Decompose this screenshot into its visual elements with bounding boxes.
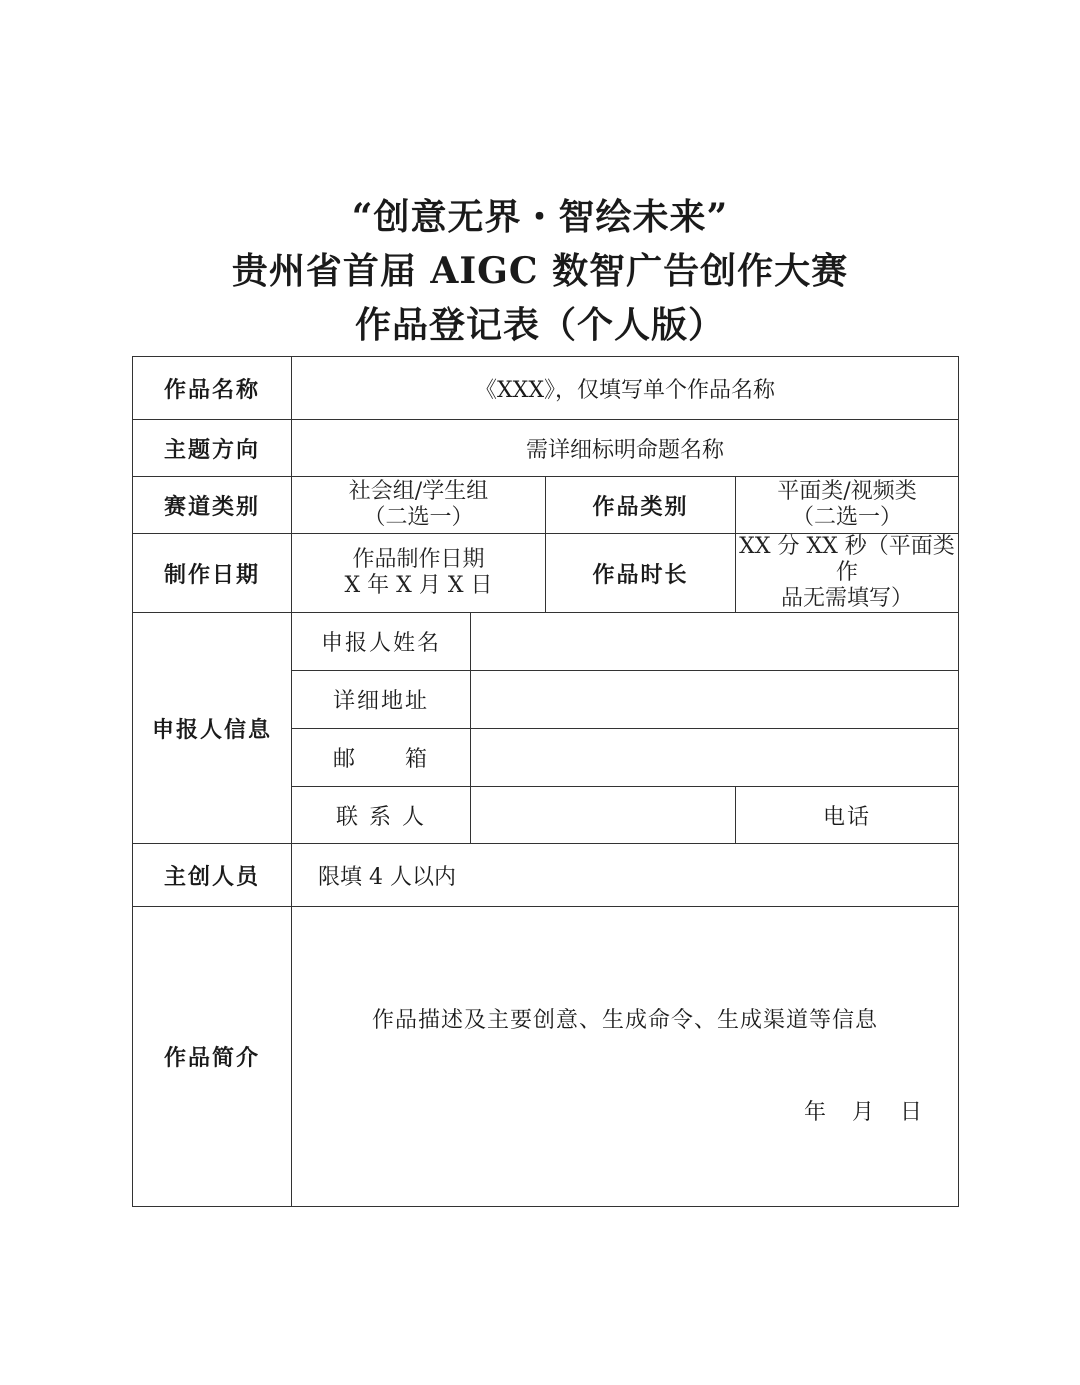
row-work-name [133, 357, 959, 420]
category-field[interactable] [736, 477, 959, 534]
intro-date-line: 年 月 日 [803, 1100, 924, 1125]
row-applicant-name [133, 613, 959, 671]
date-label: 制作日期 [133, 534, 292, 613]
form-title [0, 190, 1080, 352]
duration-field[interactable] [736, 534, 959, 613]
address-field[interactable] [471, 671, 959, 729]
duration-value-line1: XX 分 XX 秒（平面类作 [739, 534, 955, 585]
duration-value-line2: 品无需填写） [780, 586, 913, 611]
row-date-duration [133, 534, 959, 613]
duration-label: 作品时长 [546, 534, 736, 613]
theme-field[interactable]: 需详细标明命题名称 [292, 420, 959, 477]
work-name-field[interactable]: 《XXX》，仅填写单个作品名称 [292, 357, 959, 420]
track-value-line2: （二选一） [363, 505, 474, 530]
date-value-line2: X 年 X 月 X 日 [344, 573, 493, 598]
title-line-3: 作品登记表（个人版） [354, 304, 725, 346]
row-theme [133, 420, 959, 477]
date-field[interactable] [292, 534, 546, 613]
contact-label: 联 系 人 [292, 787, 471, 844]
title-line-1: “创意无界・智绘未来” [351, 196, 729, 238]
contact-field[interactable] [471, 787, 736, 844]
category-label: 作品类别 [546, 477, 736, 534]
date-value-line1: 作品制作日期 [352, 547, 485, 572]
category-value-line2: （二选一） [791, 505, 902, 530]
work-name-label: 作品名称 [133, 357, 292, 420]
row-creators [133, 844, 959, 907]
creators-field[interactable]: 限填 4 人以内 [292, 844, 959, 907]
email-field[interactable] [471, 729, 959, 787]
row-intro [133, 907, 959, 1207]
intro-description: 作品描述及主要创意、生成命令、生成渠道等信息 [371, 1008, 878, 1033]
row-track-category [133, 477, 959, 534]
phone-label: 电话 [736, 787, 959, 844]
address-label: 详细地址 [292, 671, 471, 729]
title-line-2: 贵州省首届 AIGC 数智广告创作大赛 [231, 250, 849, 292]
email-label: 邮 箱 [292, 729, 471, 787]
theme-label: 主题方向 [133, 420, 292, 477]
track-label: 赛道类别 [133, 477, 292, 534]
registration-form-table [132, 356, 959, 1207]
applicant-name-field[interactable] [471, 613, 959, 671]
applicant-name-label: 申报人姓名 [292, 613, 471, 671]
intro-field[interactable] [292, 907, 959, 1207]
track-field[interactable] [292, 477, 546, 534]
category-value-line1: 平面类/视频类 [777, 479, 917, 504]
applicant-info-label: 申报人信息 [133, 613, 292, 844]
intro-label: 作品简介 [133, 907, 292, 1207]
track-value-line1: 社会组/学生组 [348, 479, 489, 504]
creators-label: 主创人员 [133, 844, 292, 907]
